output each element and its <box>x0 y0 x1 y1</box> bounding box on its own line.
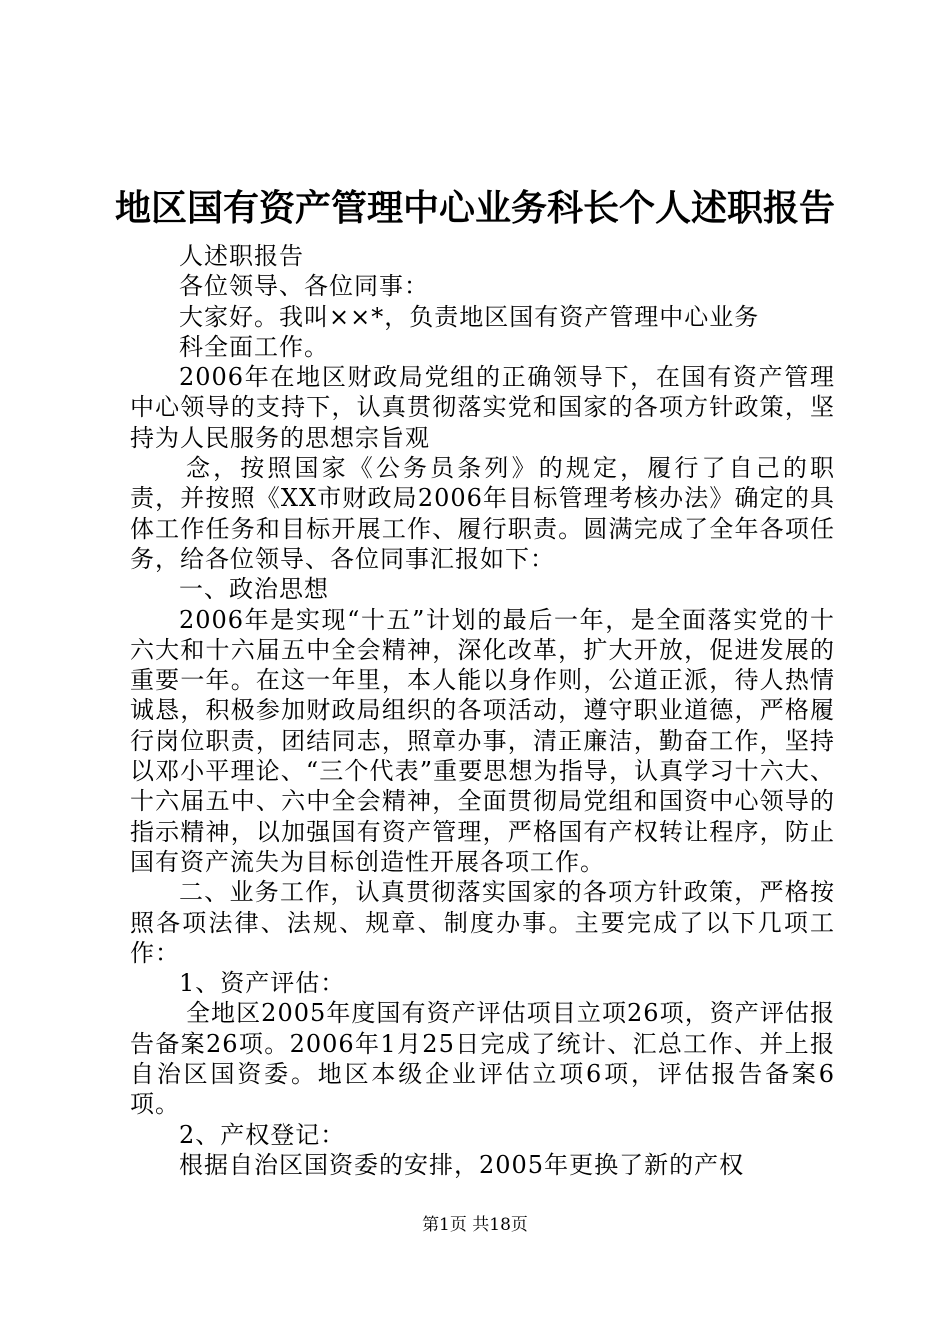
page-footer: 第1页 共18页 <box>422 1215 528 1235</box>
subsection-heading: 1、资产评估： <box>179 969 346 998</box>
paragraph: 各位领导、各位同事： <box>179 272 429 301</box>
paragraph: 2006年在地区财政局党组的正确领导下，在国有资产管理中心领导的支持下，认真贯彻落实党和国家的各项方针政策，坚持为人民服务的思想宗旨观 <box>130 363 835 452</box>
paragraph: 大家好。我叫××*，负责地区国有资产管理中心业务 <box>179 302 760 331</box>
paragraph: 全地区2005年度国有资产评估项目立项26项，资产评估报告备案26项。2006年1月25日完成了统计、汇总工作、并上报自治区国资委。地区本级企业评估立项6项，评估报告备案6项。 <box>130 999 835 1119</box>
paragraph: 人述职报告 <box>179 242 304 270</box>
paragraph: 根据自治区国资委的安排，2005年更换了新的产权 <box>179 1150 745 1179</box>
paragraph: 2006年是实现“十五”计划的最后一年，是全面落实党的十六大和十六届五中全会精神，深化改革，扩大开放，促进发展的重要一年。在这一年里，本人能以身作则，公道正派，待人热情诚恳，积极参加财政局组织的各项活动，遵守职业道德，严格履行岗位职责，团结同志，照章办事，清正廉洁，勤奋工作，坚持以邓小平理论、“三个代表”重要思想为指导，认真学习十六大、十六届五中、六中全会精神，全面贯彻局党组和国资中心领导的指示精神，以加强国有资产管理，严格国有产权转让程序，防止国有资产流失为目标创造性开展各项工作。 <box>130 605 835 876</box>
section-heading: 二、业务工作，认真贯彻落实国家的各项方针政策，严格按照各项法律、法规、规章、制度办事。主要完成了以下几项工作： <box>130 878 835 967</box>
paragraph: 念，按照国家《公务员条列》的规定，履行了自己的职责，并按照《XX市财政局2006年目标管理考核办法》确定的具体工作任务和目标开展工作、履行职责。圆满完成了全年各项任务，给各位领导、各位同事汇报如下： <box>130 454 835 573</box>
section-heading: 一、政治思想 <box>179 575 329 604</box>
paragraph: 科全面工作。 <box>179 332 329 361</box>
subsection-heading: 2、产权登记： <box>179 1120 346 1149</box>
document-body <box>130 241 835 1180</box>
document-title: 地区国有资产管理中心业务科长个人述职报告 <box>114 187 835 229</box>
